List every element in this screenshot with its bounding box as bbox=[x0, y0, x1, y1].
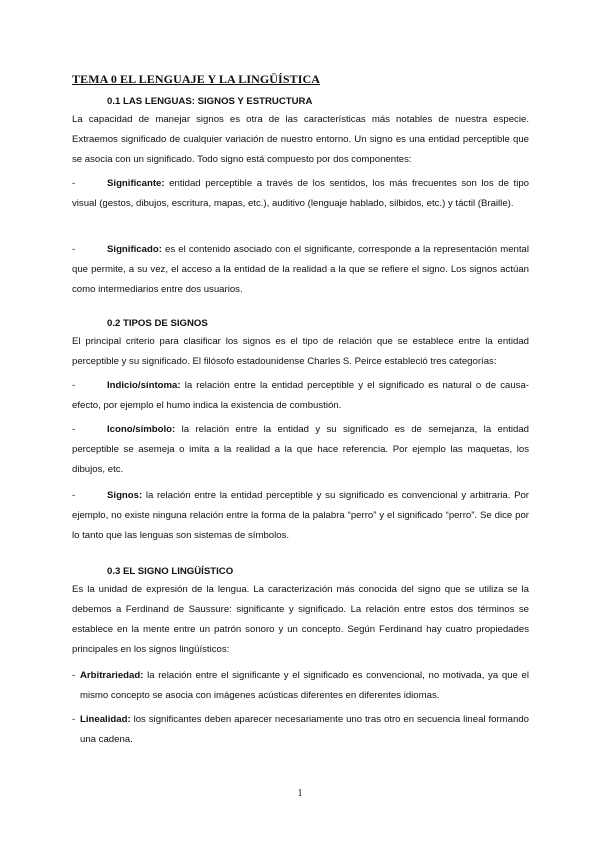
definition-linealidad: los significantes deben aparecer necesariamente uno tras otro en secuencia lineal formando una cadena. bbox=[80, 714, 529, 745]
list-dash: - bbox=[72, 424, 76, 435]
paragraph-tipos: El principal criterio para clasificar los signos es el tipo de relación que se establece entre la entidad perceptible y su significado. El filósofo estadounidense Charles S. Peirce estableció tres categorías: bbox=[72, 336, 529, 367]
section-heading-0-3: 0.3 EL SIGNO LINGÜÍSTICO bbox=[107, 566, 234, 577]
term-indicio: Indicio/síntoma: bbox=[107, 380, 181, 391]
definition-significado: es el contenido asociado con el significante, corresponde a la representación mental que permite, a su vez, el acceso a la entidad de la realidad a la que se refiere el signo. Los signos actúan como intermediarios entre dos usuarios. bbox=[72, 244, 529, 295]
definition-indicio: la relación entre la entidad perceptible y el significado es natural o de causa-efecto, por ejemplo el humo indica la existencia de combustión. bbox=[72, 380, 529, 411]
list-dash: - bbox=[72, 178, 76, 189]
list-item-indicio bbox=[72, 376, 529, 416]
list-dash: - bbox=[72, 244, 76, 255]
section-heading-0-2: 0.2 TIPOS DE SIGNOS bbox=[107, 318, 208, 329]
definition-arbitrariedad: la relación entre el significante y el significado es convencional, no motivada, ya que el mismo concepto se asocia con imágenes acústicas diferentes en diferentes idiomas. bbox=[80, 670, 529, 701]
list-dash: - bbox=[72, 714, 76, 725]
list-item-linealidad bbox=[72, 710, 529, 750]
definition-signos: la relación entre la entidad perceptible y su significado es convencional y arbitraria. Por ejemplo, no existe ninguna relación entre la forma de la palabra “perro” y el significado “perro”. Se dice por lo tanto que las lenguas son sistemas de símbolos. bbox=[72, 490, 529, 541]
term-significante: Significante: bbox=[107, 178, 165, 189]
page-number: 1 bbox=[297, 788, 303, 799]
document-title: TEMA 0 EL LENGUAJE Y LA LINGÜÍSTICA bbox=[72, 72, 320, 86]
definition-icono: la relación entre la entidad y su significado es de semejanza, la entidad perceptible se asemeja o imita a la realidad a la que hace referencia. Por ejemplo las maquetas, los dibujos, etc. bbox=[72, 424, 529, 475]
definition-significante: entidad perceptible a través de los sentidos, los más frecuentes son los de tipo visual (gestos, dibujos, escritura, mapas, etc.), auditivo (lenguaje hablado, silbidos, etc.) y táctil (Braille). bbox=[72, 178, 529, 209]
list-item-significante bbox=[72, 174, 529, 214]
term-significado: Significado: bbox=[107, 244, 162, 255]
list-item-significado bbox=[72, 240, 529, 300]
term-arbitrariedad: Arbitrariedad: bbox=[80, 670, 144, 681]
list-dash: - bbox=[72, 490, 76, 501]
paragraph-lenguas: La capacidad de manejar signos es otra de las características más notables de nuestra especie. Extraemos significado de cualquier variación de nuestro entorno. Un signo es una entidad perceptible que se asocia con un significado. Todo signo está compuesto por dos componentes: bbox=[72, 114, 529, 165]
paragraph-signo-linguistico: Es la unidad de expresión de la lengua. La caracterización más conocida del signo que se utiliza se la debemos a Ferdinand de Saussure: significante y significado. La relación entre estos dos términos se establece en la mente entre un patrón sonoro y un concepto. Según Ferdinand hay cuatro propiedades principales en los signos lingüísticos: bbox=[72, 584, 529, 655]
list-item-arbitrariedad bbox=[72, 666, 529, 706]
list-item-icono bbox=[72, 420, 529, 480]
list-item-signos bbox=[72, 486, 529, 546]
term-signos: Signos: bbox=[107, 490, 143, 501]
list-dash: - bbox=[72, 670, 76, 681]
term-icono: Icono/símbolo: bbox=[107, 424, 176, 435]
term-linealidad: Linealidad: bbox=[80, 714, 131, 725]
list-dash: - bbox=[72, 380, 76, 391]
section-heading-0-1: 0.1 LAS LENGUAS: SIGNOS Y ESTRUCTURA bbox=[107, 96, 313, 107]
